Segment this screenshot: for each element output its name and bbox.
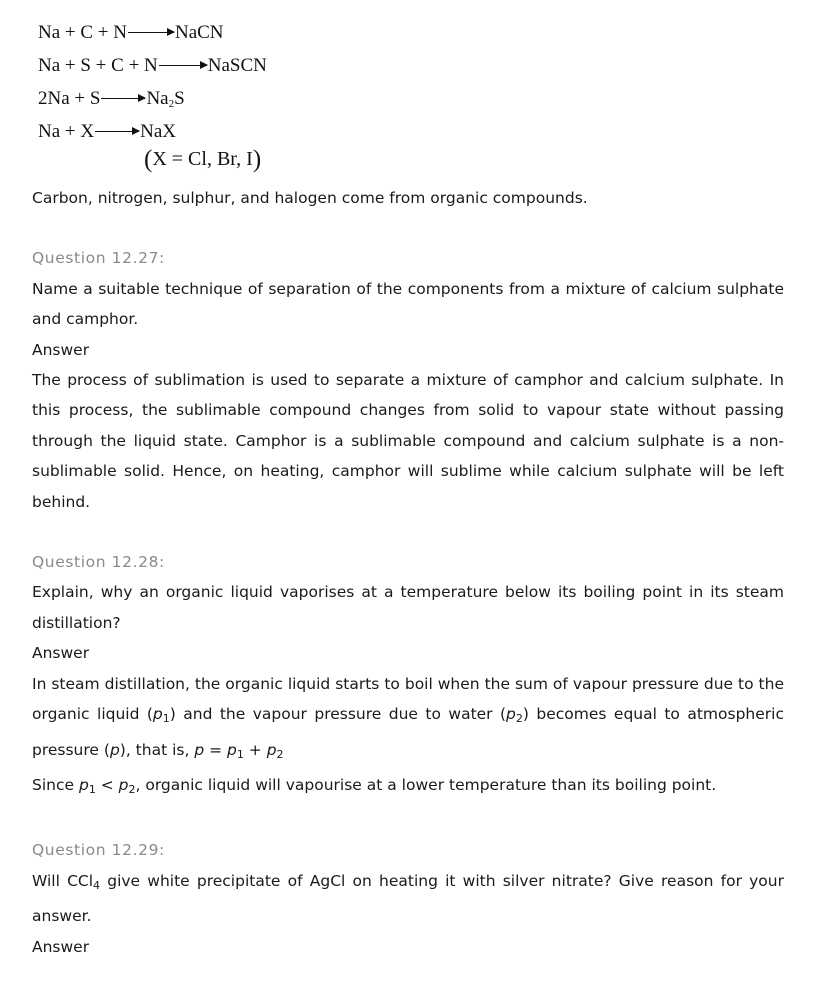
answer-fragment: ) becomes equal to atmospheric pressure (: [32, 705, 784, 759]
left-paren-icon: (: [144, 146, 153, 173]
answer-fragment: In steam distillation, the organic liquid starts to boil when the sum of vapour pressure due to the organic liquid (: [32, 674, 784, 724]
equation-rhs: NaSCN: [207, 54, 267, 76]
document-body: [32, 183, 784, 962]
question-text-12-29: [32, 866, 784, 932]
equation-lhs: 2Na + S: [38, 87, 101, 109]
answer-fragment: Since: [32, 775, 79, 794]
answer-conclusion-12-28: [32, 770, 784, 805]
reaction-arrow-icon: [159, 65, 207, 66]
question-fragment: give white precipitate of AgCl on heating it with silver nitrate? Give reason for your answer.: [32, 871, 784, 926]
spacer: [32, 805, 784, 835]
equation-rhs-subscript: 2: [168, 97, 175, 110]
equation-rhs: [146, 88, 184, 110]
right-paren-icon: ): [252, 146, 262, 173]
plus-sign: +: [243, 740, 267, 759]
answer-label-12-29: Answer: [32, 937, 90, 956]
symbol-p: p: [109, 740, 120, 759]
question-text-12-28: Explain, why an organic liquid vaporises at a temperature below its boiling point in its steam distillation?: [32, 583, 784, 632]
subscript: 2: [276, 747, 284, 761]
equation-na2s: [38, 82, 267, 115]
halogen-note-text: X = Cl, Br, I: [152, 148, 253, 170]
answer-fragment: ), that is,: [119, 740, 195, 759]
spacer: [32, 517, 784, 547]
intro-sentence: Carbon, nitrogen, sulphur, and halogen come from organic compounds.: [32, 189, 588, 207]
reaction-arrow-icon: [95, 131, 139, 132]
equation-lhs: Na + S + C + N: [38, 54, 158, 76]
equation-rhs: NaCN: [174, 21, 224, 43]
equation-rhs-main: Na: [146, 87, 169, 109]
question-heading-12-27: Question 12.27:: [32, 249, 165, 268]
reaction-arrow-icon: [128, 32, 174, 33]
answer-fragment: ) and the vapour pressure due to water (: [169, 705, 507, 724]
symbol-p: p: [266, 740, 277, 759]
equation-rhs: NaX: [140, 120, 176, 142]
subscript: 4: [93, 878, 101, 892]
reaction-arrow-icon: [101, 98, 145, 99]
equation-lhs: Na + X: [38, 120, 95, 142]
question-text-12-27: Name a suitable technique of separation of the components from a mixture of calcium sulphate and camphor.: [32, 279, 784, 329]
halogen-note: [144, 146, 261, 174]
spacer: [32, 213, 784, 243]
equation-nascn: [38, 49, 267, 82]
equation-lhs: Na + C + N: [38, 21, 127, 43]
question-heading-12-28: Question 12.28:: [32, 553, 165, 572]
answer-label-12-28: Answer: [32, 644, 90, 663]
symbol-p: p: [118, 775, 129, 794]
subscript: 2: [515, 712, 523, 726]
answer-fragment: , organic liquid will vapourise at a lower temperature than its boiling point.: [135, 775, 717, 794]
subscript: 2: [128, 782, 136, 796]
question-fragment: Will CCl: [32, 871, 94, 890]
less-than-sign: <: [95, 775, 119, 794]
symbol-p: p: [506, 705, 516, 724]
answer-text-12-28: [32, 669, 784, 770]
symbol-p: p: [227, 740, 237, 759]
equals-sign: =: [204, 740, 228, 759]
subscript: 1: [162, 712, 170, 726]
symbol-p: p: [152, 705, 163, 724]
subscript: 1: [236, 747, 244, 761]
symbol-p: p: [194, 740, 205, 759]
equations-block: [38, 16, 267, 173]
symbol-p: p: [78, 775, 89, 794]
question-heading-12-29: Question 12.29:: [32, 841, 165, 860]
answer-text-12-27: The process of sublimation is used to separate a mixture of camphor and calcium sulphate. In this process, the sublimable compound changes from solid to vapour state without passing through the liquid state. Camphor is a sublimable compound and calcium sulphate is a non-sublimable solid. Hence, on heating, camphor will sublime while calcium sulphate will be left behind.: [32, 371, 784, 511]
equation-nax: [38, 115, 267, 148]
equation-rhs-tail: S: [174, 87, 185, 109]
equation-nacn: [38, 16, 267, 49]
subscript: 1: [88, 782, 96, 796]
answer-label-12-27: Answer: [32, 340, 90, 359]
